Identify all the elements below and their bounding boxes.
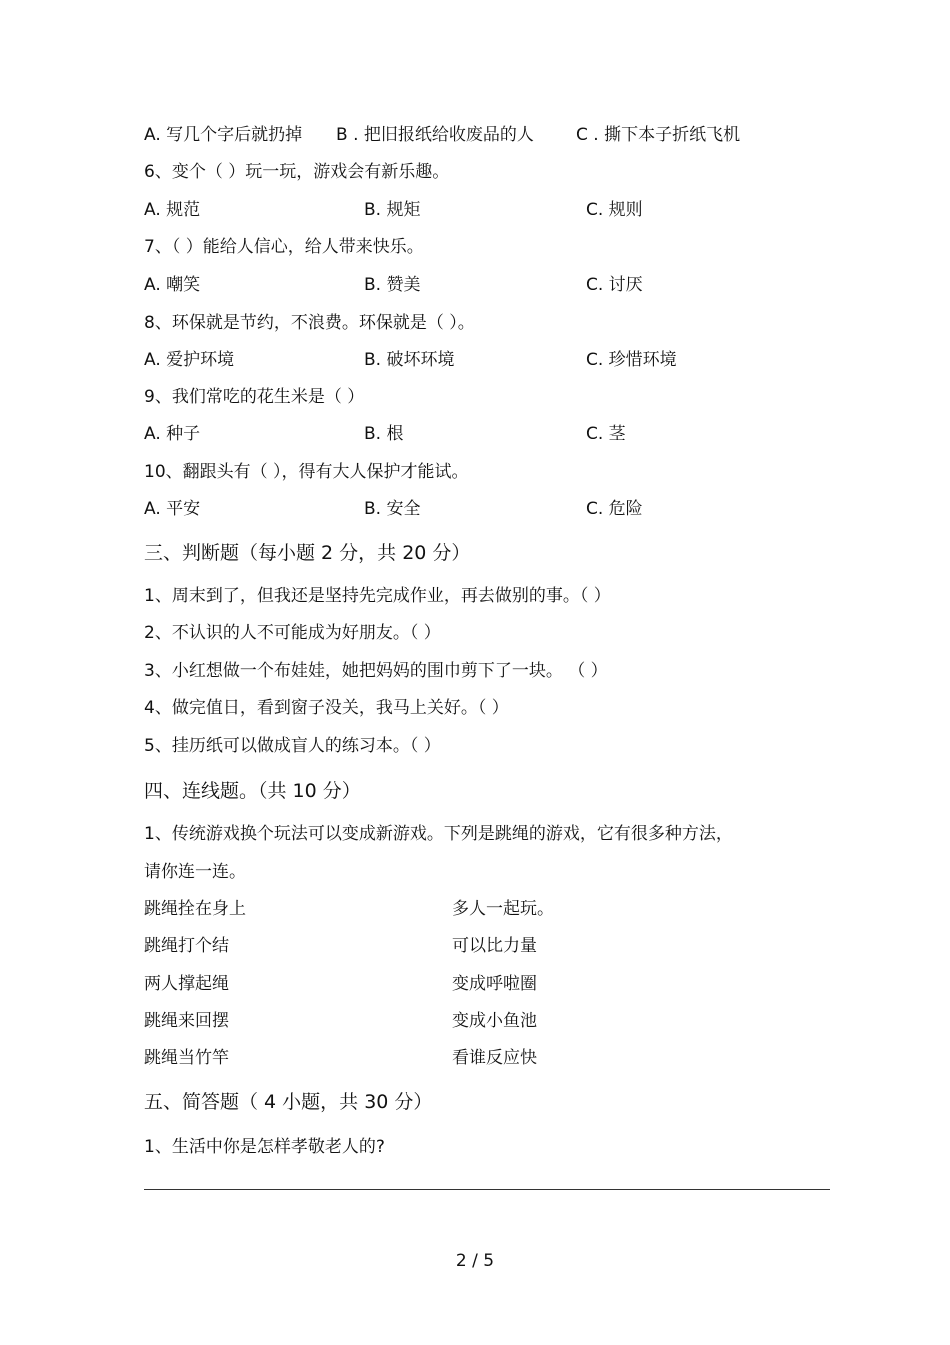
section-4-intro: 1、传统游戏换个玩法可以变成新游戏。下列是跳绳的游戏，它有很多种方法， — [144, 824, 733, 844]
question-stem: 10、翻跟头有（ ），得有大人保护才能试。 — [144, 462, 469, 482]
match-left-item: 跳绳当竹竿 — [144, 1048, 229, 1068]
match-right-item: 变成呼啦圈 — [452, 974, 537, 994]
option-c: C. 讨厌 — [586, 275, 643, 295]
short-answer-question: 1、生活中你是怎样孝敬老人的? — [144, 1137, 385, 1157]
option-c: C. 危险 — [586, 499, 643, 519]
option-b: B. 根 — [364, 424, 404, 444]
option-a: A. 规范 — [144, 200, 201, 220]
option-b: B. 赞美 — [364, 275, 421, 295]
judgment-item: 3、小红想做一个布娃娃，她把妈妈的围巾剪下了一块。 （ ） — [144, 661, 608, 681]
option-a: A. 嘲笑 — [144, 275, 201, 295]
q5-option-c: C . 撕下本子折纸飞机 — [576, 125, 741, 145]
q5-option-b: B . 把旧报纸给收废品的人 — [336, 125, 534, 145]
match-left-item: 跳绳来回摆 — [144, 1011, 229, 1031]
option-b: B. 安全 — [364, 499, 421, 519]
section-3-title: 三、判断题（每小题 2 分，共 20 分） — [144, 542, 471, 564]
option-c: C. 珍惜环境 — [586, 350, 677, 370]
option-b: B. 破坏环境 — [364, 350, 455, 370]
judgment-item: 5、挂历纸可以做成盲人的练习本。（ ） — [144, 736, 441, 756]
option-a: A. 种子 — [144, 424, 201, 444]
q5-option-a: A. 写几个字后就扔掉 — [144, 125, 303, 145]
question-stem: 6、变个（ ）玩一玩，游戏会有新乐趣。 — [144, 162, 450, 182]
section-4-title: 四、连线题。（共 10 分） — [144, 780, 361, 802]
match-left-item: 两人撑起绳 — [144, 974, 229, 994]
question-stem: 9、我们常吃的花生米是（ ） — [144, 387, 365, 407]
match-right-item: 变成小鱼池 — [452, 1011, 537, 1031]
option-a: A. 爱护环境 — [144, 350, 235, 370]
question-stem: 8、环保就是节约，不浪费。环保就是（ ）。 — [144, 313, 475, 333]
match-right-item: 多人一起玩。 — [452, 899, 554, 919]
question-stem: 7、（ ）能给人信心，给人带来快乐。 — [144, 237, 424, 257]
option-b: B. 规矩 — [364, 200, 421, 220]
option-c: C. 规则 — [586, 200, 643, 220]
answer-line — [144, 1189, 830, 1190]
judgment-item: 2、不认识的人不可能成为好朋友。（ ） — [144, 623, 441, 643]
match-right-item: 可以比力量 — [452, 936, 537, 956]
match-left-item: 跳绳打个结 — [144, 936, 229, 956]
option-a: A. 平安 — [144, 499, 201, 519]
option-c: C. 茎 — [586, 424, 626, 444]
judgment-item: 1、周末到了，但我还是坚持先完成作业，再去做别的事。（ ） — [144, 586, 611, 606]
section-5-title: 五、简答题（ 4 小题，共 30 分） — [144, 1091, 433, 1113]
match-left-item: 跳绳拴在身上 — [144, 899, 246, 919]
match-right-item: 看谁反应快 — [452, 1048, 537, 1068]
section-4-intro-cont: 请你连一连。 — [144, 862, 246, 882]
judgment-item: 4、做完值日，看到窗子没关，我马上关好。（ ） — [144, 698, 509, 718]
page-number: 2 / 5 — [455, 1251, 495, 1271]
